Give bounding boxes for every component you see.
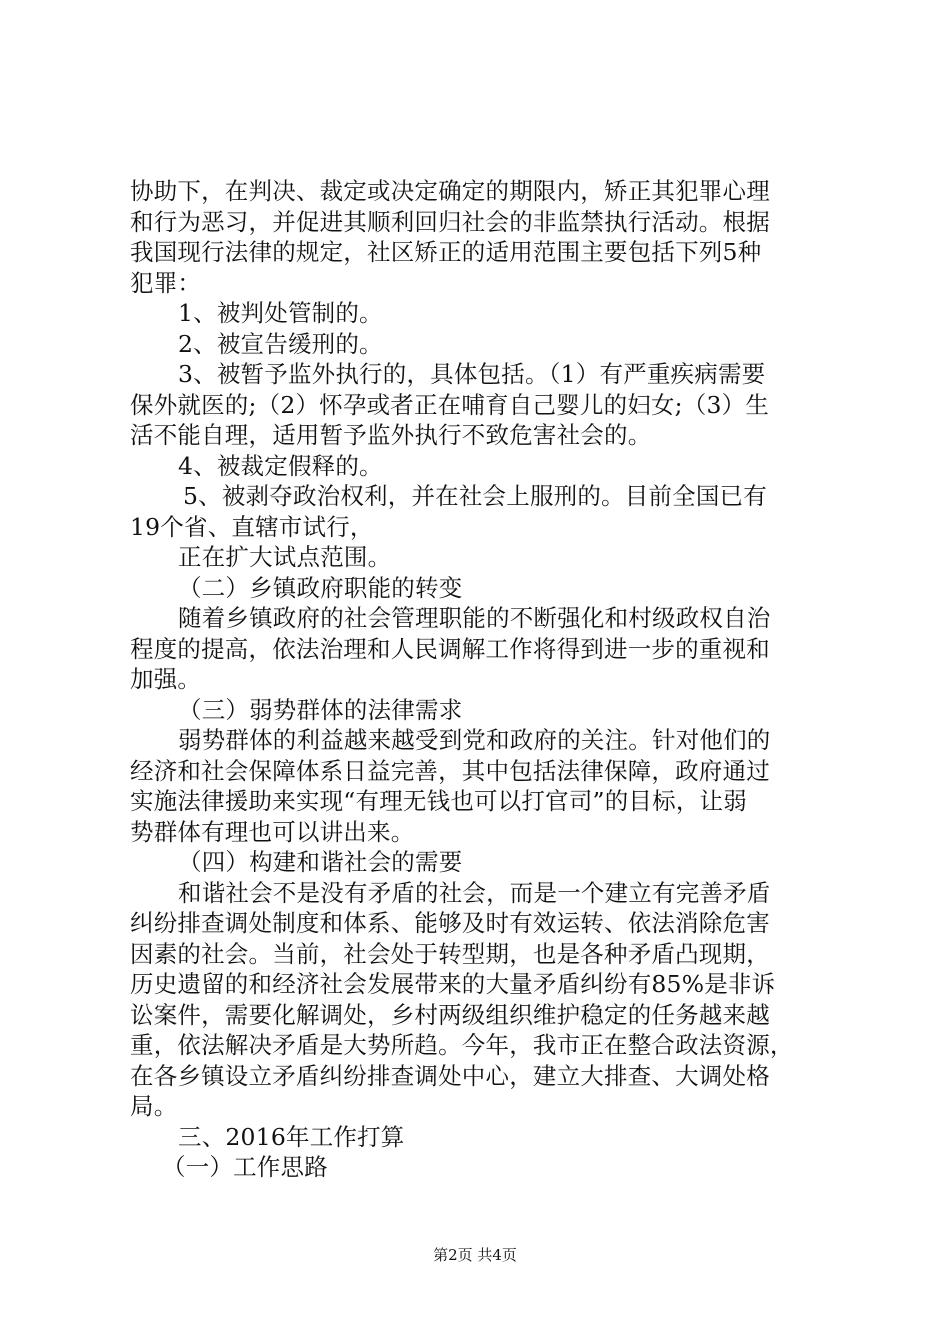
list-item: 1、被判处管制的。 — [178, 299, 383, 327]
body-line: 纠纷排查调处制度和体系、能够及时有效运转、依法消除危害 — [130, 909, 770, 937]
section-heading: （一）工作思路 — [162, 1153, 328, 1181]
body-line: 弱势群体的利益越来越受到党和政府的关注。针对他们的 — [178, 726, 771, 754]
body-line: 在各乡镇设立矛盾纠纷排查调处中心，建立大排查、大调处格 — [130, 1061, 770, 1090]
section-heading: （二）乡镇政府职能的转变 — [178, 573, 463, 602]
body-line: 局。 — [130, 1092, 178, 1120]
body-line: 经济和社会保障体系日益完善，其中包括法律保障，政府通过 — [130, 756, 770, 785]
body-line: 历史遗留的和经济社会发展带来的大量矛盾纠纷有85%是非诉 — [130, 970, 776, 998]
page-footer: 第2页 共4页 — [433, 1246, 517, 1264]
body-line: 势群体有理也可以讲出来。 — [130, 817, 415, 846]
list-item: 5、被剥夺政治权利，并在社会上服刑的。目前全国已有 — [183, 482, 767, 510]
section-heading: 三、2016年工作打算 — [178, 1122, 405, 1151]
body-line: 程度的提高，依法治理和人民调解工作将得到进一步的重视和 — [130, 634, 770, 663]
body-line: 因素的社会。当前，社会处于转型期，也是各种矛盾凸现期， — [130, 939, 770, 968]
body-line: 我国现行法律的规定，社区矫正的适用范围主要包括下列5种 — [130, 238, 762, 266]
body-line: 和谐社会不是没有矛盾的社会，而是一个建立有完善矛盾 — [178, 878, 771, 907]
body-line: 19个省、直辖市试行， — [130, 512, 374, 541]
section-heading: （三）弱势群体的法律需求 — [178, 695, 463, 724]
section-heading: （四）构建和谐社会的需要 — [178, 848, 463, 876]
body-line: 讼案件，需要化解调处，乡村两级组织维护稳定的任务越来越 — [130, 1000, 770, 1029]
body-line: 活不能自理，适用暂予监外执行不致危害社会的。 — [130, 421, 652, 449]
body-line: 犯罪： — [130, 268, 202, 297]
body-line: 实施法律援助来实现“有理无钱也可以打官司”的目标，让弱 — [130, 787, 747, 815]
body-line: 随着乡镇政府的社会管理职能的不断强化和村级政权自治 — [178, 604, 771, 632]
body-line: 和行为恶习，并促进其顺利回归社会的非监禁执行活动。根据 — [130, 207, 770, 236]
list-item: 4、被裁定假释的。 — [178, 451, 383, 480]
list-item: 2、被宣告缓刑的。 — [178, 329, 383, 358]
body-line: 协助下，在判决、裁定或决定确定的期限内，矫正其犯罪心理 — [130, 177, 770, 205]
body-line: 保外就医的;（2）怀孕或者正在哺育自己婴儿的妇女;（3）生 — [130, 390, 770, 419]
body-line: 加强。 — [130, 665, 202, 693]
list-item: 3、被暂予监外执行的，具体包括。（1）有严重疾病需要 — [178, 360, 766, 388]
body-line: 重，依法解决矛盾是大势所趋。今年，我市正在整合政法资源， — [130, 1031, 794, 1059]
body-line: 正在扩大试点范围。 — [178, 543, 392, 571]
